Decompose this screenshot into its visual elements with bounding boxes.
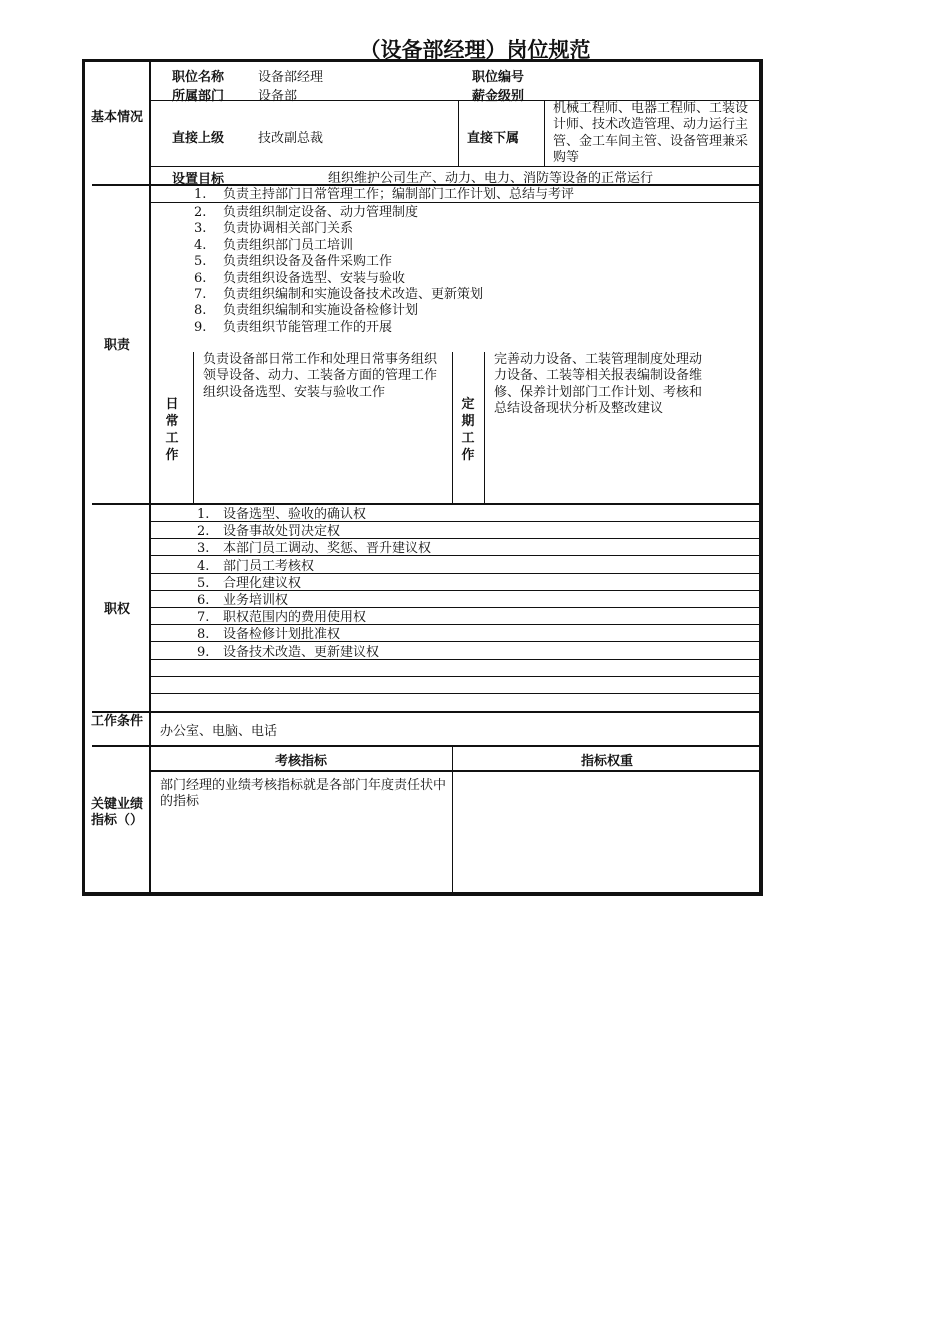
item-text: 部门员工考核权: [223, 558, 315, 574]
superior-value: 技改副总裁: [258, 131, 324, 146]
list-item: [194, 187, 574, 203]
item-number: 8.: [197, 627, 210, 643]
section-divider: [92, 503, 761, 505]
item-number: 1.: [194, 187, 207, 202]
list-item: [194, 271, 483, 287]
daily-work-label: 日常工作: [165, 397, 179, 463]
item-text: 负责组织节能管理工作的开展: [223, 319, 393, 335]
item-text: 负责组织编制和实施设备检修计划: [223, 303, 419, 319]
section-divider: [92, 711, 761, 713]
salary-grade-label: 薪金级别: [472, 89, 525, 104]
item-number: 9.: [197, 644, 210, 660]
item-number: 3.: [197, 541, 210, 557]
item-number: 8.: [194, 303, 207, 319]
department-value: 设备部: [258, 89, 298, 104]
list-item: [194, 303, 483, 319]
list-item: [197, 645, 431, 662]
section-divider: [88, 892, 148, 894]
list-item: [194, 287, 483, 303]
item-text: 负责组织制定设备、动力管理制度: [223, 205, 419, 220]
section-divider: [92, 745, 761, 747]
department-label: 所属部门: [172, 89, 225, 104]
item-number: 7.: [197, 610, 210, 626]
goal-value: 组织维护公司生产、动力、电力、消防等设备的正常运行: [328, 171, 654, 186]
item-number: 6.: [197, 592, 210, 608]
item-number: 7.: [194, 287, 207, 303]
cell-divider: [458, 100, 459, 166]
position-no-label: 职位编号: [472, 70, 525, 85]
section-label-kpi: 关键业绩指标（）: [90, 797, 143, 828]
section-label-authority: 职权: [103, 602, 130, 617]
list-item: [194, 254, 483, 270]
duties-list: [194, 205, 483, 336]
row-divider: [150, 770, 761, 772]
section-divider: [92, 184, 761, 186]
item-text: 负责组织部门员工培训: [223, 237, 354, 253]
item-text: 负责组织编制和实施设备技术改造、更新策划: [223, 287, 484, 303]
item-text: 负责主持部门日常管理工作；编制部门工作计划、总结与考评: [223, 187, 575, 202]
kpi-col-divider: [452, 747, 453, 892]
kpi-col-indicator-header: 考核指标: [274, 754, 327, 769]
list-item: [197, 593, 431, 610]
section-label-basic: 基本情况: [90, 110, 143, 125]
list-item: [197, 610, 431, 627]
list-item: [197, 627, 431, 644]
section-label-duties: 职责: [103, 338, 130, 353]
item-text: 本部门员工调动、奖惩、晋升建议权: [223, 541, 432, 557]
item-text: 设备选型、验收的确认权: [223, 507, 367, 522]
periodic-label-divider: [484, 352, 485, 503]
list-item: [197, 524, 431, 541]
daily-label-divider: [193, 352, 194, 503]
list-item: [197, 576, 431, 593]
item-text: 设备事故处罚决定权: [223, 524, 341, 540]
subordinates-value: 机械工程师、电器工程师、工装设计师、技术改造管理、动力运行主管、金工车间主管、设备管理兼采购等: [553, 101, 749, 166]
position-name-value: 设备部经理: [258, 70, 324, 85]
item-text: 负责协调相关部门关系: [223, 221, 354, 237]
item-number: 3.: [194, 221, 207, 237]
subordinates-label: 直接下属: [467, 131, 520, 146]
row-divider: [150, 693, 761, 694]
list-item: [194, 205, 483, 221]
item-number: 6.: [194, 270, 207, 286]
periodic-divider: [452, 352, 453, 503]
item-number: 2.: [194, 205, 207, 220]
list-item: [194, 320, 483, 336]
item-text: 职权范围内的费用使用权: [223, 610, 367, 626]
cell-divider: [544, 100, 545, 166]
kpi-indicator-text: 部门经理的业绩考核指标就是各部门年度责任状中的指标: [160, 778, 447, 810]
row-divider: [150, 202, 761, 203]
list-item: [194, 221, 483, 237]
item-number: 5.: [197, 575, 210, 591]
list-item: [197, 559, 431, 576]
item-text: 设备技术改造、更新建议权: [223, 644, 380, 660]
list-item: [197, 507, 431, 524]
kpi-col-weight-header: 指标权重: [580, 754, 633, 769]
item-number: 1.: [197, 507, 210, 522]
item-text: 合理化建议权: [223, 575, 302, 591]
item-text: 负责组织设备选型、安装与验收: [223, 270, 406, 286]
page-title: （设备部经理）岗位规范: [359, 38, 591, 62]
position-name-label: 职位名称: [172, 70, 225, 85]
list-item: [197, 541, 431, 558]
row-divider: [150, 676, 761, 677]
periodic-work-text: 完善动力设备、工装管理制度处理动力设备、工装等相关报表编制设备维修、保养计划部门工作计划、考核和总结设备现状分析及整改建议: [494, 352, 703, 417]
section-label-conditions: 工作条件: [90, 714, 143, 729]
item-text: 负责组织设备及备件采购工作: [223, 254, 393, 270]
duties-first-row: [194, 187, 574, 203]
item-number: 2.: [197, 524, 210, 540]
item-text: 设备检修计划批准权: [223, 627, 341, 643]
item-text: 业务培训权: [223, 592, 289, 608]
periodic-work-label: 定期工作: [461, 397, 475, 463]
conditions-value: 办公室、电脑、电话: [160, 724, 278, 739]
authority-list: [197, 507, 431, 662]
item-number: 4.: [197, 558, 210, 574]
goal-label: 设置目标: [172, 172, 225, 187]
item-number: 9.: [194, 319, 207, 335]
list-item: [194, 238, 483, 254]
item-number: 4.: [194, 237, 207, 253]
daily-work-text: 负责设备部日常工作和处理日常事务组织领导设备、动力、工装备方面的管理工作组织设备选型、安装与验收工作: [203, 352, 438, 400]
superior-label: 直接上级: [172, 131, 225, 146]
item-number: 5.: [194, 254, 207, 270]
